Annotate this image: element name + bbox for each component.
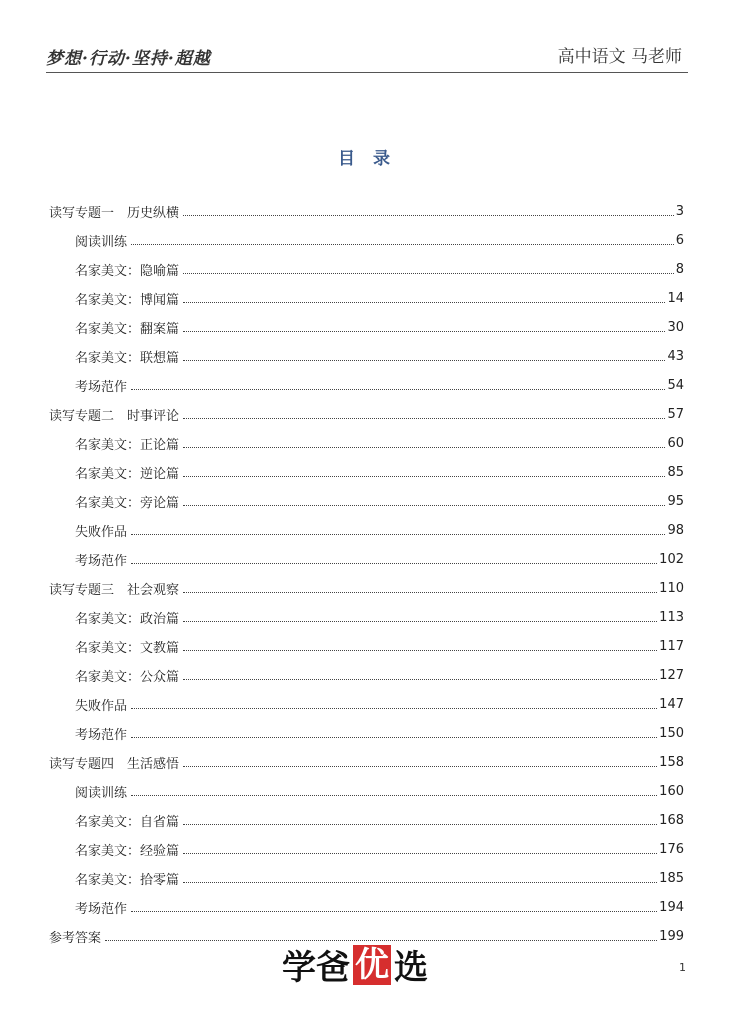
toc-dot-leader [183, 302, 665, 303]
toc-dot-leader [183, 331, 665, 332]
toc-dot-leader [183, 418, 665, 419]
toc-dot-leader [183, 679, 657, 680]
toc-entry-label: 读写专题一 历史纵横 [49, 206, 180, 221]
toc-entry[interactable] [49, 632, 684, 661]
toc-entry-page: 127 [659, 668, 684, 683]
toc-entry[interactable] [49, 603, 684, 632]
toc-dot-leader [131, 389, 665, 390]
toc-entry[interactable] [49, 255, 684, 284]
toc-dot-leader [131, 911, 657, 912]
toc-entry-page: 14 [667, 291, 684, 306]
toc-entry[interactable] [49, 342, 684, 371]
toc-entry[interactable] [49, 864, 684, 893]
toc-entry-page: 168 [659, 813, 684, 828]
page-number: 1 [679, 961, 686, 974]
toc-dot-leader [183, 447, 665, 448]
toc-entry-page: 150 [659, 726, 684, 741]
toc-entry-page: 194 [659, 900, 684, 915]
brand-logo [282, 940, 428, 989]
toc-dot-leader [131, 244, 674, 245]
toc-entry[interactable] [49, 429, 684, 458]
toc-entry-label: 名家美文：博闻篇 [75, 293, 180, 308]
toc-entry-label: 名家美文：自省篇 [75, 815, 180, 830]
toc-dot-leader [183, 476, 665, 477]
toc-entry[interactable] [49, 574, 684, 603]
toc-dot-leader [183, 273, 674, 274]
toc-entry[interactable] [49, 458, 684, 487]
toc-entry-label: 阅读训练 [75, 235, 128, 250]
toc-entry[interactable] [49, 371, 684, 400]
toc-entry-label: 名家美文：联想篇 [75, 351, 180, 366]
toc-entry-page: 102 [659, 552, 684, 567]
toc-dot-leader [183, 215, 674, 216]
toc-entry-page: 8 [675, 262, 684, 277]
toc-entry-page: 160 [659, 784, 684, 799]
toc-entry[interactable] [49, 719, 684, 748]
toc-dot-leader [131, 563, 657, 564]
toc-entry-page: 30 [667, 320, 684, 335]
toc-entry-label: 读写专题二 时事评论 [49, 409, 180, 424]
toc-entry-page: 158 [659, 755, 684, 770]
toc-entry-label: 名家美文：政治篇 [75, 612, 180, 627]
toc-entry[interactable] [49, 516, 684, 545]
toc-dot-leader [183, 882, 657, 883]
toc-entry-label: 读写专题三 社会观察 [49, 583, 180, 598]
brand-text-post: 选 [394, 948, 428, 988]
toc-entry-label: 读写专题四 生活感悟 [49, 757, 180, 772]
toc-entry[interactable] [49, 226, 684, 255]
toc-dot-leader [131, 708, 657, 709]
toc-entry-page: 6 [675, 233, 684, 248]
toc-dot-leader [183, 650, 657, 651]
toc-dot-leader [183, 621, 657, 622]
toc-entry-label: 名家美文：公众篇 [75, 670, 180, 685]
toc-entry-label: 名家美文：隐喻篇 [75, 264, 180, 279]
toc-dot-leader [131, 795, 657, 796]
toc-entry-label: 失败作品 [75, 525, 128, 540]
brand-text-pre: 学爸 [282, 948, 350, 988]
toc-entry-page: 185 [659, 871, 684, 886]
toc-entry-page: 147 [659, 697, 684, 712]
table-of-contents [49, 197, 684, 951]
toc-entry-page: 43 [667, 349, 684, 364]
toc-entry-label: 考场范作 [75, 728, 128, 743]
toc-entry[interactable] [49, 313, 684, 342]
page-header [46, 36, 688, 73]
toc-entry-page: 176 [659, 842, 684, 857]
teacher-label: 高中语文 马老师 [557, 47, 682, 67]
motto-text: 梦想·行动·坚持·超越 [46, 49, 211, 69]
toc-entry-page: 199 [659, 929, 684, 944]
toc-dot-leader [183, 592, 657, 593]
toc-entry-label: 考场范作 [75, 902, 128, 917]
toc-entry-page: 113 [659, 610, 684, 625]
toc-entry-label: 名家美文：经验篇 [75, 844, 180, 859]
toc-entry-label: 阅读训练 [75, 786, 128, 801]
toc-dot-leader [183, 853, 657, 854]
toc-entry-page: 3 [675, 204, 684, 219]
toc-entry[interactable] [49, 400, 684, 429]
toc-dot-leader [183, 824, 657, 825]
brand-text-highlight: 优 [355, 944, 389, 985]
toc-entry[interactable] [49, 545, 684, 574]
toc-entry-label: 名家美文：文教篇 [75, 641, 180, 656]
toc-dot-leader [183, 766, 657, 767]
toc-entry[interactable] [49, 284, 684, 313]
toc-entry-page: 110 [659, 581, 684, 596]
toc-entry[interactable] [49, 748, 684, 777]
toc-entry-page: 98 [667, 523, 684, 538]
toc-entry[interactable] [49, 893, 684, 922]
toc-entry-label: 名家美文：逆论篇 [75, 467, 180, 482]
toc-entry-page: 57 [667, 407, 684, 422]
toc-entry-label: 名家美文：翻案篇 [75, 322, 180, 337]
toc-entry[interactable] [49, 661, 684, 690]
toc-entry[interactable] [49, 690, 684, 719]
toc-entry[interactable] [49, 487, 684, 516]
toc-entry-page: 54 [667, 378, 684, 393]
toc-entry-page: 95 [667, 494, 684, 509]
toc-entry[interactable] [49, 197, 684, 226]
toc-dot-leader [183, 505, 665, 506]
toc-entry-label: 失败作品 [75, 699, 128, 714]
toc-entry-label: 考场范作 [75, 554, 128, 569]
toc-entry-page: 85 [667, 465, 684, 480]
toc-entry-label: 名家美文：拾零篇 [75, 873, 180, 888]
toc-dot-leader [131, 534, 665, 535]
toc-entry-label: 名家美文：正论篇 [75, 438, 180, 453]
toc-entry-label: 名家美文：旁论篇 [75, 496, 180, 511]
toc-title: 目 录 [338, 149, 396, 169]
toc-entry-page: 117 [659, 639, 684, 654]
toc-entry-page: 60 [667, 436, 684, 451]
toc-entry-label: 考场范作 [75, 380, 128, 395]
toc-entry[interactable] [49, 806, 684, 835]
toc-dot-leader [183, 360, 665, 361]
toc-dot-leader [131, 737, 657, 738]
toc-entry-label: 参考答案 [49, 931, 102, 946]
toc-entry[interactable] [49, 777, 684, 806]
toc-entry[interactable] [49, 835, 684, 864]
